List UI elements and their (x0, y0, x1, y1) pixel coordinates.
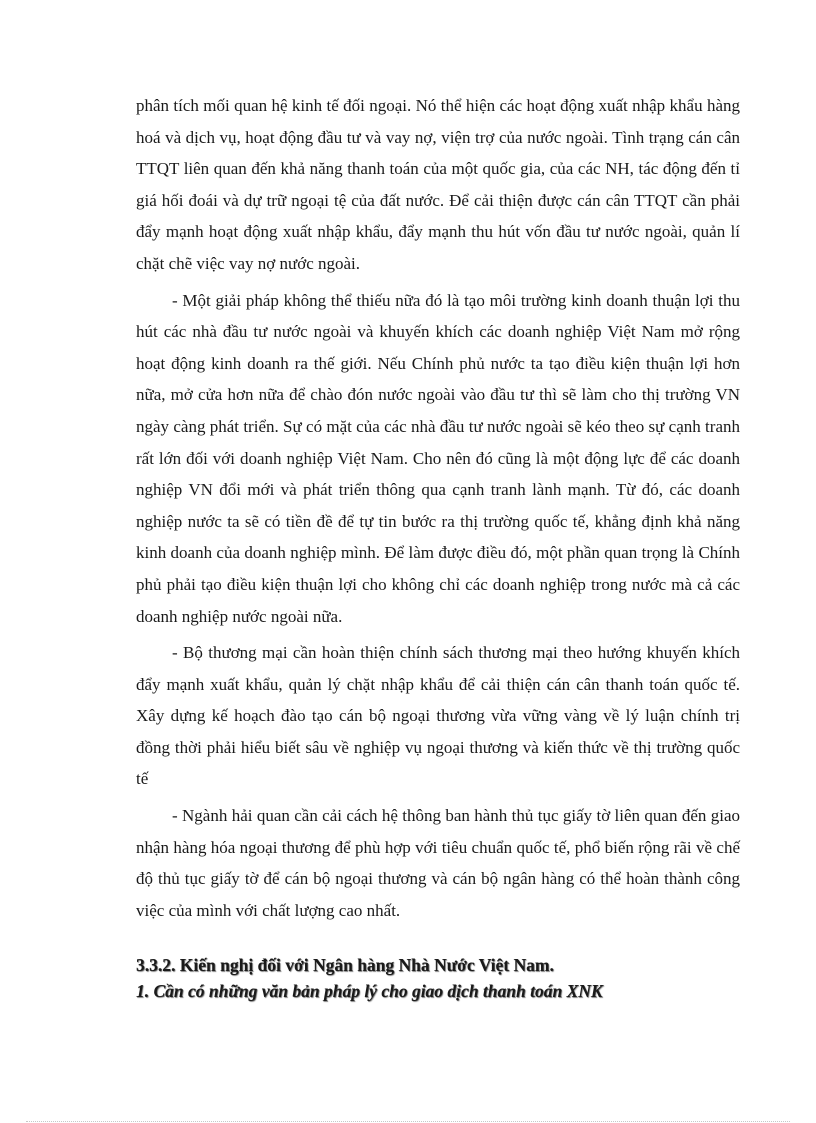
section-heading: 3.3.2. Kiến nghị đối với Ngân hàng Nhà Nước Việt Nam. (136, 955, 554, 976)
sub-heading: 1. Cần có những văn bản pháp lý cho giao dịch thanh toán XNK (136, 981, 603, 1002)
paragraph-business-environment: - Một giải pháp không thể thiếu nữa đó là tạo môi trường kinh doanh thuận lợi thu hút các nhà đầu tư nước ngoài và khuyến khích các doanh nghiệp Việt Nam mở rộng hoạt động kinh doanh ra thế giới. Nếu Chính phủ nước ta tạo điều kiện thuận lợi hơn nữa, mở cửa hơn nữa để chào đón nước ngoài vào đầu tư thì sẽ làm cho thị trường VN ngày càng phát triển. Sự có mặt của các nhà đầu tư nước ngoài sẽ kéo theo sự cạnh tranh rất lớn đối với doanh nghiệp Việt Nam. Cho nên đó cũng là một động lực để các doanh nghiệp VN đổi mới và phát triển thông qua cạnh tranh lành mạnh. Từ đó, các doanh nghiệp nước ta sẽ có tiền đề để tự tin bước ra thị trường quốc tế, khẳng định khả năng kinh doanh của doanh nghiệp mình. Để làm được điều đó, một phần quan trọng là Chính phủ phải tạo điều kiện thuận lợi cho không chỉ các doanh nghiệp trong nước mà cả các doanh nghiệp nước ngoài nữa. (136, 290, 740, 626)
paragraph-balance-of-payments: phân tích mối quan hệ kinh tế đối ngoại. Nó thể hiện các hoạt động xuất nhập khẩu hàng hoá và dịch vụ, hoạt động đầu tư và vay nợ, viện trợ của nước ngoài. Tình trạng cán cân TTQT liên quan đến khả năng thanh toán của một quốc gia, của các NH, tác động đến tỉ giá hối đoái và dự trữ ngoại tệ của đất nước. Để cải thiện được cán cân TTQT cần phải đẩy mạnh hoạt động xuất nhập khẩu, đẩy mạnh thu hút vốn đầu tư nước ngoài, quản lí chặt chẽ việc vay nợ nước ngoài. (136, 96, 740, 273)
document-body (136, 90, 740, 1004)
paragraph-customs: - Ngành hải quan cần cải cách hệ thông ban hành thủ tục giấy tờ liên quan đến giao nhận hàng hóa ngoại thương để phù hợp với tiêu chuẩn quốc tế, phổ biến rộng rãi về chế độ thủ tục giấy tờ để cán bộ ngoại thương và cán bộ ngân hàng có thể hoàn thành công việc của mình với chất lượng cao nhất. (136, 806, 740, 920)
paragraph-ministry-of-trade: - Bộ thương mại cần hoàn thiện chính sách thương mại theo hướng khuyến khích đẩy mạnh xuất khẩu, quản lý chặt nhập khẩu để cải thiện cán cân thanh toán quốc tế. Xây dựng kế hoạch đào tạo cán bộ ngoại thương vừa vững vàng về lý luận chính trị đồng thời phải hiểu biết sâu về nghiệp vụ ngoại thương và kiến thức về thị trường quốc tế (136, 643, 740, 789)
page-bottom-divider (26, 1121, 790, 1122)
